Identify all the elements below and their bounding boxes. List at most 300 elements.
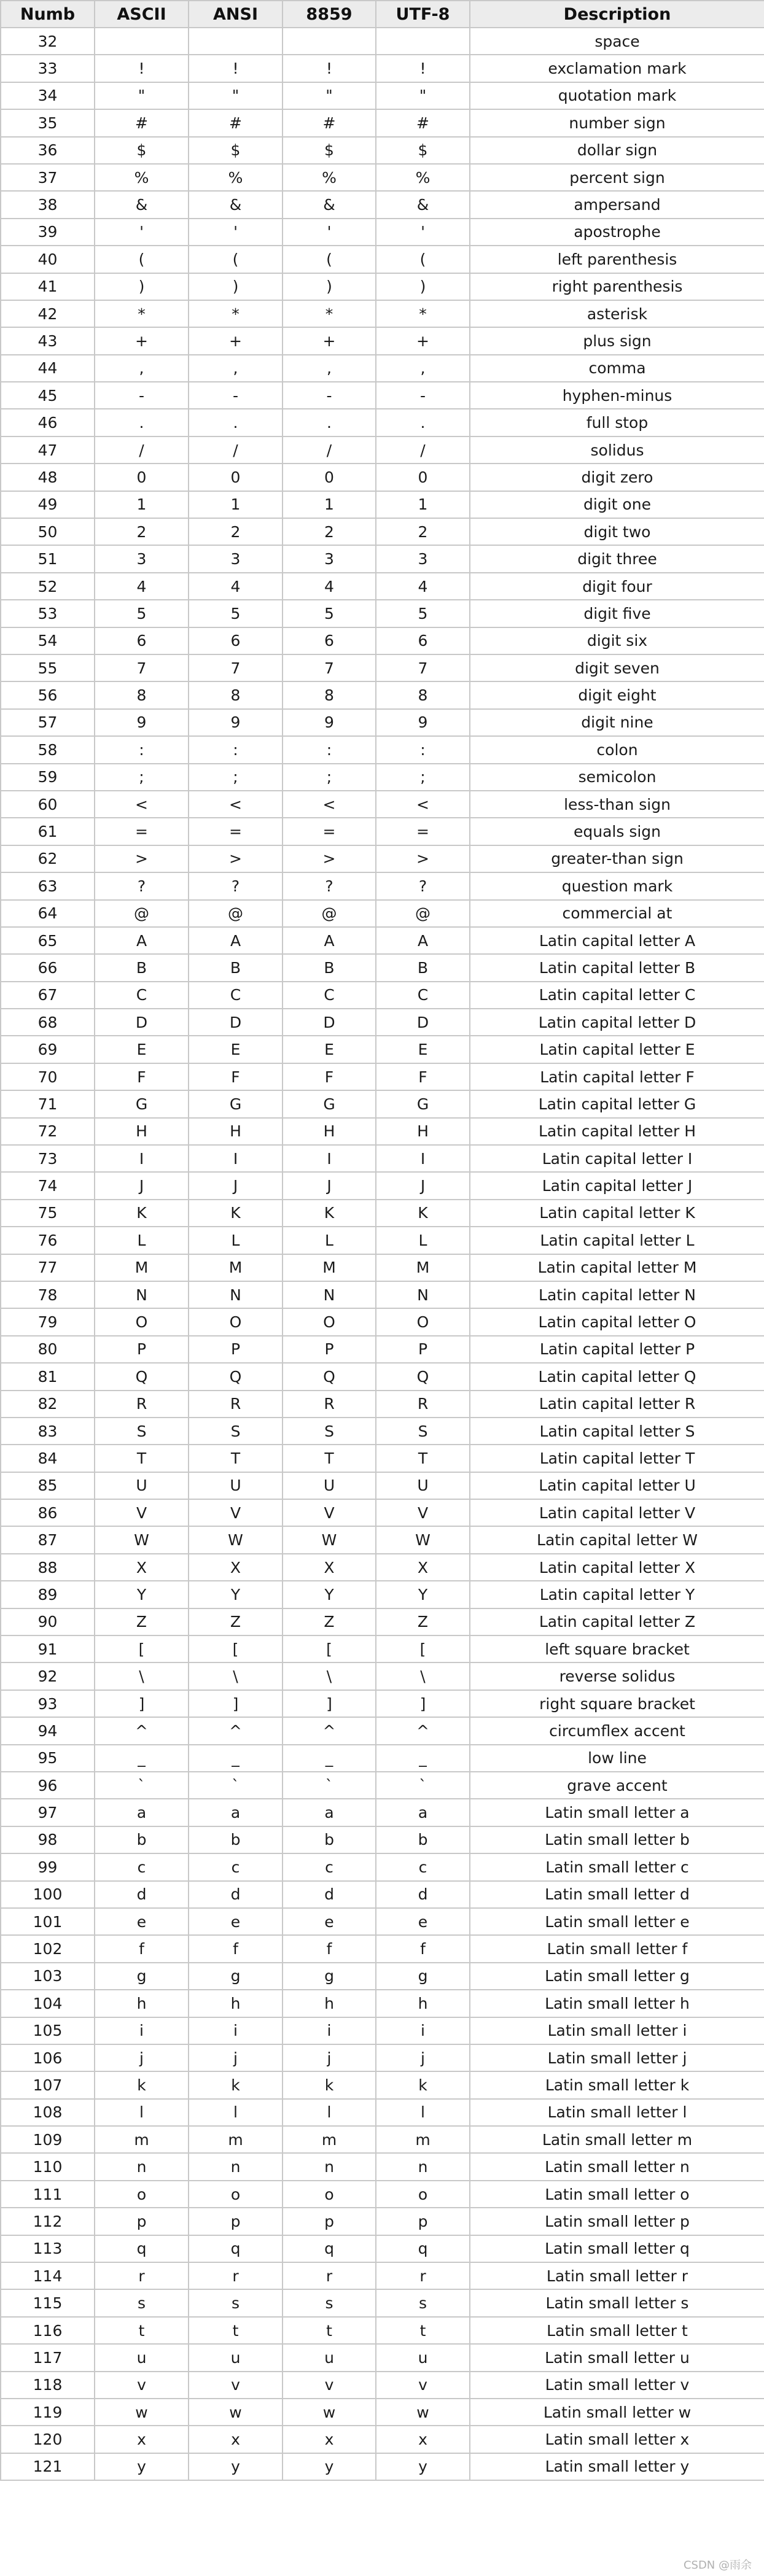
cell-utf8: (: [376, 246, 470, 273]
cell-ansi: B: [189, 954, 283, 981]
table-row: [1, 355, 764, 382]
cell-numb: 118: [1, 2372, 95, 2399]
cell-numb: 32: [1, 28, 95, 55]
cell-description: Latin capital letter T: [470, 1445, 764, 1472]
table-row: [1, 191, 764, 218]
table-row: [1, 1881, 764, 1908]
cell-numb: 91: [1, 1635, 95, 1662]
cell-description: quotation mark: [470, 82, 764, 109]
cell-description: Latin small letter n: [470, 2153, 764, 2180]
cell-8859: [: [283, 1635, 376, 1662]
table-row: [1, 982, 764, 1009]
cell-ascii: k: [95, 2071, 189, 2098]
cell-numb: 119: [1, 2399, 95, 2426]
cell-numb: 43: [1, 327, 95, 354]
table-row: [1, 2399, 764, 2426]
cell-numb: 54: [1, 627, 95, 654]
cell-numb: 99: [1, 1853, 95, 1880]
cell-numb: 102: [1, 1935, 95, 1962]
cell-ansi: q: [189, 2235, 283, 2262]
cell-ansi: =: [189, 818, 283, 845]
cell-8859: #: [283, 109, 376, 136]
table-row: [1, 1499, 764, 1526]
cell-ansi: R: [189, 1391, 283, 1418]
cell-ascii: C: [95, 982, 189, 1009]
cell-description: left square bracket: [470, 1635, 764, 1662]
cell-ascii: l: [95, 2099, 189, 2126]
cell-ansi: F: [189, 1063, 283, 1090]
cell-numb: 35: [1, 109, 95, 136]
table-row: [1, 818, 764, 845]
table-row: [1, 1063, 764, 1090]
cell-utf8: !: [376, 55, 470, 82]
cell-description: Latin capital letter V: [470, 1499, 764, 1526]
cell-8859: R: [283, 1391, 376, 1418]
cell-utf8: r: [376, 2262, 470, 2289]
cell-numb: 92: [1, 1662, 95, 1690]
cell-numb: 121: [1, 2453, 95, 2480]
cell-8859: c: [283, 1853, 376, 1880]
cell-ascii: ]: [95, 1690, 189, 1717]
cell-ansi: W: [189, 1526, 283, 1553]
table-row: [1, 55, 764, 82]
cell-8859: ^: [283, 1717, 376, 1744]
cell-utf8: -: [376, 382, 470, 409]
cell-8859: b: [283, 1826, 376, 1853]
cell-description: Latin capital letter Y: [470, 1581, 764, 1608]
cell-8859: Q: [283, 1363, 376, 1390]
cell-8859: O: [283, 1308, 376, 1335]
cell-description: Latin small letter o: [470, 2181, 764, 2208]
cell-ascii: \: [95, 1662, 189, 1690]
cell-ansi: e: [189, 1908, 283, 1935]
cell-8859: u: [283, 2344, 376, 2371]
cell-utf8: 4: [376, 573, 470, 600]
table-row: [1, 1172, 764, 1199]
cell-8859: 7: [283, 654, 376, 681]
cell-description: Latin small letter y: [470, 2453, 764, 2480]
cell-ascii: 3: [95, 545, 189, 572]
cell-ascii: *: [95, 300, 189, 327]
cell-ansi: i: [189, 2017, 283, 2044]
cell-description: Latin small letter j: [470, 2044, 764, 2071]
cell-description: digit three: [470, 545, 764, 572]
table-row: [1, 2153, 764, 2180]
cell-ansi: 5: [189, 600, 283, 627]
table-row: [1, 900, 764, 927]
table-row: [1, 1554, 764, 1581]
cell-description: space: [470, 28, 764, 55]
cell-ascii: e: [95, 1908, 189, 1935]
cell-numb: 95: [1, 1745, 95, 1772]
table-row: [1, 246, 764, 273]
cell-ansi: Y: [189, 1581, 283, 1608]
cell-ascii: Q: [95, 1363, 189, 1390]
cell-utf8: g: [376, 1963, 470, 1990]
table-row: [1, 1445, 764, 1472]
cell-8859: l: [283, 2099, 376, 2126]
cell-ansi: l: [189, 2099, 283, 2126]
cell-8859: =: [283, 818, 376, 845]
cell-8859: 2: [283, 518, 376, 545]
cell-8859: P: [283, 1336, 376, 1363]
cell-ansi: [: [189, 1635, 283, 1662]
cell-description: Latin small letter l: [470, 2099, 764, 2126]
cell-ascii: 6: [95, 627, 189, 654]
table-row: [1, 491, 764, 518]
cell-utf8: [376, 28, 470, 55]
cell-description: Latin capital letter M: [470, 1254, 764, 1281]
cell-numb: 109: [1, 2126, 95, 2153]
cell-description: circumflex accent: [470, 1717, 764, 1744]
cell-numb: 64: [1, 900, 95, 927]
cell-numb: 51: [1, 545, 95, 572]
cell-description: digit six: [470, 627, 764, 654]
table-row: [1, 1608, 764, 1635]
cell-ascii: s: [95, 2289, 189, 2316]
cell-8859: t: [283, 2317, 376, 2344]
table-row: [1, 791, 764, 818]
cell-ascii: D: [95, 1009, 189, 1036]
cell-numb: 41: [1, 273, 95, 300]
cell-description: Latin small letter t: [470, 2317, 764, 2344]
cell-utf8: 5: [376, 600, 470, 627]
cell-utf8: m: [376, 2126, 470, 2153]
cell-8859: \: [283, 1662, 376, 1690]
cell-ansi: 6: [189, 627, 283, 654]
cell-8859: .: [283, 409, 376, 436]
cell-numb: 33: [1, 55, 95, 82]
cell-numb: 110: [1, 2153, 95, 2180]
table-row: [1, 545, 764, 572]
cell-description: left parenthesis: [470, 246, 764, 273]
cell-utf8: .: [376, 409, 470, 436]
cell-utf8: S: [376, 1418, 470, 1445]
header-row: [1, 1, 764, 28]
cell-utf8: %: [376, 164, 470, 191]
cell-numb: 103: [1, 1963, 95, 1990]
table-row: [1, 2044, 764, 2071]
cell-numb: 78: [1, 1281, 95, 1308]
cell-ascii: I: [95, 1145, 189, 1172]
cell-ascii: h: [95, 1990, 189, 2017]
cell-numb: 38: [1, 191, 95, 218]
cell-utf8: p: [376, 2208, 470, 2235]
cell-utf8: ": [376, 82, 470, 109]
cell-utf8: 2: [376, 518, 470, 545]
cell-ascii: f: [95, 1935, 189, 1962]
cell-8859: 8: [283, 681, 376, 708]
cell-description: greater-than sign: [470, 845, 764, 872]
table-row: [1, 2017, 764, 2044]
cell-description: low line: [470, 1745, 764, 1772]
table-row: [1, 1826, 764, 1853]
cell-description: ampersand: [470, 191, 764, 218]
cell-ansi: I: [189, 1145, 283, 1172]
cell-utf8: @: [376, 900, 470, 927]
cell-ansi: ;: [189, 764, 283, 791]
cell-8859: 1: [283, 491, 376, 518]
cell-ansi: 7: [189, 654, 283, 681]
cell-ascii: S: [95, 1418, 189, 1445]
cell-ansi: 3: [189, 545, 283, 572]
cell-utf8: W: [376, 1526, 470, 1553]
cell-8859: E: [283, 1036, 376, 1063]
table-row: [1, 764, 764, 791]
cell-8859: ?: [283, 872, 376, 899]
cell-8859: 3: [283, 545, 376, 572]
cell-utf8: B: [376, 954, 470, 981]
cell-description: comma: [470, 355, 764, 382]
cell-numb: 39: [1, 219, 95, 246]
cell-description: Latin small letter f: [470, 1935, 764, 1962]
cell-ansi: @: [189, 900, 283, 927]
cell-8859: `: [283, 1772, 376, 1799]
cell-numb: 114: [1, 2262, 95, 2289]
cell-8859: >: [283, 845, 376, 872]
cell-utf8: #: [376, 109, 470, 136]
cell-description: Latin capital letter U: [470, 1472, 764, 1499]
cell-description: dollar sign: [470, 137, 764, 164]
cell-8859: T: [283, 1445, 376, 1472]
cell-ascii: v: [95, 2372, 189, 2399]
cell-ansi: 4: [189, 573, 283, 600]
cell-description: full stop: [470, 409, 764, 436]
cell-ascii: /: [95, 436, 189, 464]
cell-8859: @: [283, 900, 376, 927]
cell-8859: ': [283, 219, 376, 246]
cell-8859: (: [283, 246, 376, 273]
cell-description: Latin capital letter J: [470, 1172, 764, 1199]
cell-utf8: 8: [376, 681, 470, 708]
cell-8859: X: [283, 1554, 376, 1581]
cell-numb: 120: [1, 2426, 95, 2453]
cell-8859: g: [283, 1963, 376, 1990]
cell-description: semicolon: [470, 764, 764, 791]
cell-description: digit four: [470, 573, 764, 600]
cell-ascii: @: [95, 900, 189, 927]
cell-ascii: &: [95, 191, 189, 218]
cell-ascii: 0: [95, 464, 189, 491]
cell-numb: 69: [1, 1036, 95, 1063]
cell-ascii: W: [95, 1526, 189, 1553]
cell-8859: <: [283, 791, 376, 818]
cell-ansi: b: [189, 1826, 283, 1853]
table-row: [1, 845, 764, 872]
cell-ansi: [189, 28, 283, 55]
cell-8859: d: [283, 1881, 376, 1908]
table-row: [1, 1635, 764, 1662]
cell-utf8: >: [376, 845, 470, 872]
table-row: [1, 2099, 764, 2126]
cell-ansi: G: [189, 1090, 283, 1117]
table-row: [1, 1662, 764, 1690]
cell-8859: $: [283, 137, 376, 164]
cell-ascii: n: [95, 2153, 189, 2180]
cell-ansi: 8: [189, 681, 283, 708]
cell-ansi: >: [189, 845, 283, 872]
cell-8859: *: [283, 300, 376, 327]
cell-ansi: 9: [189, 709, 283, 736]
cell-ascii: ,: [95, 355, 189, 382]
cell-description: grave accent: [470, 1772, 764, 1799]
cell-numb: 87: [1, 1526, 95, 1553]
cell-utf8: H: [376, 1118, 470, 1145]
table-row: [1, 1745, 764, 1772]
cell-utf8: u: [376, 2344, 470, 2371]
cell-utf8: P: [376, 1336, 470, 1363]
table-row: [1, 109, 764, 136]
table-row: [1, 28, 764, 55]
table-row: [1, 1336, 764, 1363]
cell-ascii: ): [95, 273, 189, 300]
table-row: [1, 1145, 764, 1172]
cell-ansi: Z: [189, 1608, 283, 1635]
cell-utf8: /: [376, 436, 470, 464]
cell-8859: r: [283, 2262, 376, 2289]
cell-ansi: -: [189, 382, 283, 409]
cell-utf8: 0: [376, 464, 470, 491]
cell-numb: 115: [1, 2289, 95, 2316]
cell-utf8: ,: [376, 355, 470, 382]
cell-utf8: U: [376, 1472, 470, 1499]
cell-numb: 44: [1, 355, 95, 382]
table-row: [1, 1308, 764, 1335]
cell-ascii: 4: [95, 573, 189, 600]
cell-description: Latin small letter x: [470, 2426, 764, 2453]
cell-description: exclamation mark: [470, 55, 764, 82]
cell-8859: x: [283, 2426, 376, 2453]
cell-description: Latin capital letter D: [470, 1009, 764, 1036]
cell-ansi: J: [189, 1172, 283, 1199]
table-row: [1, 1418, 764, 1445]
cell-ascii: .: [95, 409, 189, 436]
cell-ansi: :: [189, 736, 283, 763]
cell-utf8: o: [376, 2181, 470, 2208]
cell-8859: +: [283, 327, 376, 354]
cell-numb: 112: [1, 2208, 95, 2235]
cell-description: Latin capital letter I: [470, 1145, 764, 1172]
cell-8859: !: [283, 55, 376, 82]
table-row: [1, 1036, 764, 1063]
cell-description: Latin capital letter A: [470, 927, 764, 954]
cell-utf8: ): [376, 273, 470, 300]
cell-utf8: n: [376, 2153, 470, 2180]
cell-utf8: Y: [376, 1581, 470, 1608]
cell-numb: 108: [1, 2099, 95, 2126]
cell-utf8: 9: [376, 709, 470, 736]
cell-8859: :: [283, 736, 376, 763]
cell-ansi: ?: [189, 872, 283, 899]
table-row: [1, 2208, 764, 2235]
cell-numb: 68: [1, 1009, 95, 1036]
cell-description: Latin capital letter E: [470, 1036, 764, 1063]
cell-ansi: D: [189, 1009, 283, 1036]
cell-ansi: 0: [189, 464, 283, 491]
cell-8859: ;: [283, 764, 376, 791]
cell-ascii: (: [95, 246, 189, 273]
cell-8859: v: [283, 2372, 376, 2399]
cell-ascii: b: [95, 1826, 189, 1853]
cell-description: Latin small letter u: [470, 2344, 764, 2371]
cell-8859: I: [283, 1145, 376, 1172]
cell-ascii: J: [95, 1172, 189, 1199]
cell-utf8: K: [376, 1200, 470, 1227]
cell-numb: 49: [1, 491, 95, 518]
cell-ascii: $: [95, 137, 189, 164]
cell-ansi: v: [189, 2372, 283, 2399]
cell-numb: 59: [1, 764, 95, 791]
cell-ansi: g: [189, 1963, 283, 1990]
cell-utf8: =: [376, 818, 470, 845]
cell-numb: 86: [1, 1499, 95, 1526]
cell-utf8: q: [376, 2235, 470, 2262]
cell-ascii: x: [95, 2426, 189, 2453]
cell-utf8: ?: [376, 872, 470, 899]
cell-description: right parenthesis: [470, 273, 764, 300]
cell-ascii: R: [95, 1391, 189, 1418]
cell-numb: 77: [1, 1254, 95, 1281]
cell-ansi: p: [189, 2208, 283, 2235]
cell-utf8: E: [376, 1036, 470, 1063]
cell-ansi: !: [189, 55, 283, 82]
cell-ansi: y: [189, 2453, 283, 2480]
cell-numb: 107: [1, 2071, 95, 2098]
cell-8859: 9: [283, 709, 376, 736]
cell-ansi: `: [189, 1772, 283, 1799]
cell-ascii: m: [95, 2126, 189, 2153]
cell-ascii: 7: [95, 654, 189, 681]
cell-description: right square bracket: [470, 1690, 764, 1717]
table-row: [1, 1908, 764, 1935]
cell-ansi: .: [189, 409, 283, 436]
cell-8859: i: [283, 2017, 376, 2044]
cell-ascii: O: [95, 1308, 189, 1335]
cell-ansi: <: [189, 791, 283, 818]
table-row: [1, 927, 764, 954]
cell-numb: 88: [1, 1554, 95, 1581]
header-ansi: ANSI: [189, 1, 283, 28]
table-row: [1, 2289, 764, 2316]
cell-ascii: ': [95, 219, 189, 246]
cell-8859: G: [283, 1090, 376, 1117]
cell-numb: 45: [1, 382, 95, 409]
cell-ansi: r: [189, 2262, 283, 2289]
cell-8859: k: [283, 2071, 376, 2098]
cell-ansi: *: [189, 300, 283, 327]
cell-description: Latin capital letter P: [470, 1336, 764, 1363]
cell-numb: 117: [1, 2344, 95, 2371]
cell-8859: %: [283, 164, 376, 191]
cell-description: Latin capital letter C: [470, 982, 764, 1009]
cell-utf8: x: [376, 2426, 470, 2453]
cell-ascii: L: [95, 1227, 189, 1254]
cell-description: digit nine: [470, 709, 764, 736]
cell-ansi: 2: [189, 518, 283, 545]
cell-ascii: i: [95, 2017, 189, 2044]
cell-8859: H: [283, 1118, 376, 1145]
cell-8859: W: [283, 1526, 376, 1553]
cell-description: number sign: [470, 109, 764, 136]
table-row: [1, 436, 764, 464]
cell-ansi: S: [189, 1418, 283, 1445]
cell-description: Latin capital letter N: [470, 1281, 764, 1308]
cell-description: reverse solidus: [470, 1662, 764, 1690]
cell-ascii: X: [95, 1554, 189, 1581]
table-row: [1, 409, 764, 436]
cell-description: Latin capital letter X: [470, 1554, 764, 1581]
cell-ansi: 1: [189, 491, 283, 518]
